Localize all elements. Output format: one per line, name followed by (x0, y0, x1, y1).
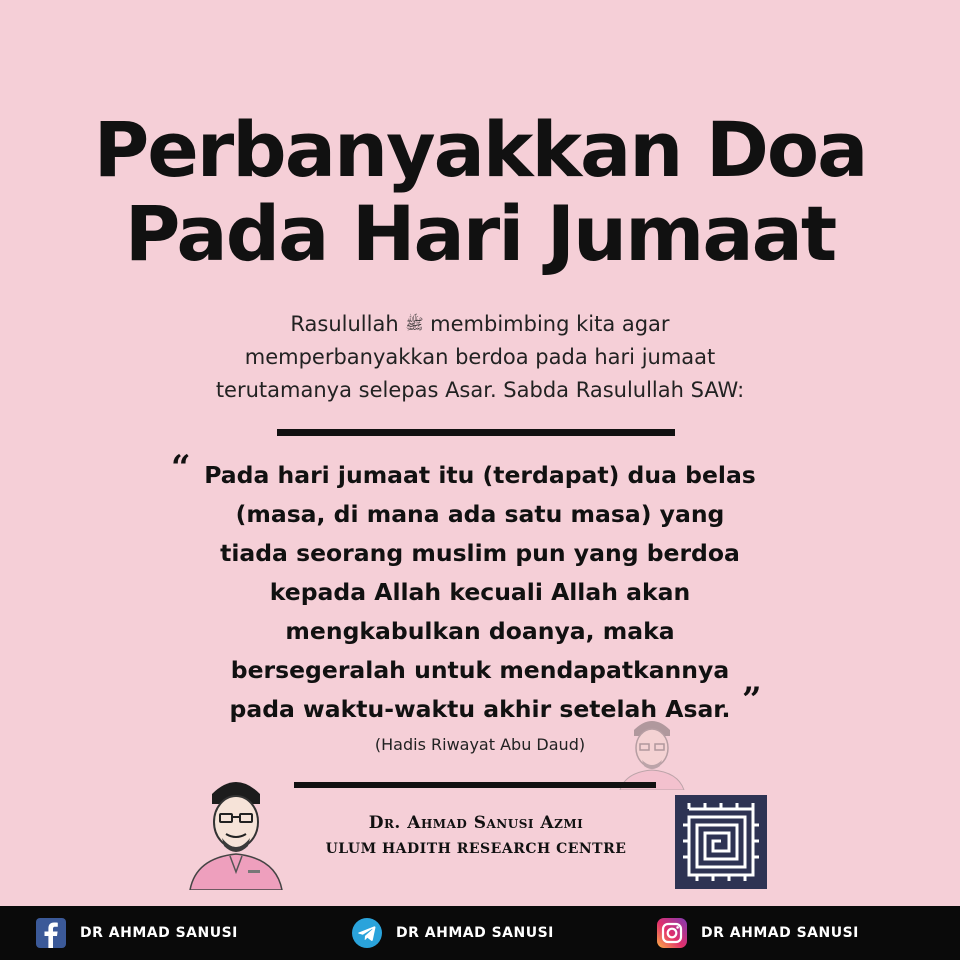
author-block (300, 813, 652, 857)
open-quote-mark: “ (171, 448, 191, 488)
facebook-icon (36, 918, 66, 948)
quote-line: bersegeralah untuk mendapatkannya (230, 656, 730, 684)
intro-line-1-post: membimbing kita agar (430, 312, 670, 336)
telegram-label: DR AHMAD SANUSI (396, 925, 554, 941)
quote-line: tiada seorang muslim pun yang berdoa (220, 539, 740, 567)
quote-line: kepada Allah kecuali Allah akan (269, 578, 691, 606)
research-centre: ULUM HADITH RESEARCH CENTRE (325, 841, 627, 857)
quote-line: (masa, di mana ada satu masa) yang (235, 500, 725, 528)
honorific-glyph: ﷺ (405, 315, 424, 333)
kufic-logo (675, 795, 767, 889)
title-line-1: Perbanyakkan Doa (93, 105, 867, 194)
hadith-quote (190, 456, 770, 729)
intro-text (160, 308, 800, 407)
author-portrait-illustration (186, 772, 286, 890)
intro-line-2: memperbanyakkan berdoa pada hari jumaat (244, 345, 716, 369)
author-name: Dr. Ahmad Sanusi Azmi (368, 813, 584, 833)
facebook-link[interactable] (36, 918, 238, 948)
instagram-label: DR AHMAD SANUSI (701, 925, 859, 941)
intro-line-1-pre: Rasulullah (290, 312, 399, 336)
title-line-2: Pada Hari Jumaat (124, 189, 836, 278)
quote-line: mengkabulkan doanya, maka (285, 617, 675, 645)
divider-top (277, 429, 675, 436)
facebook-label: DR AHMAD SANUSI (80, 925, 238, 941)
social-footer (0, 906, 960, 960)
kufic-logo-pattern (675, 795, 767, 889)
divider-bottom (294, 782, 656, 788)
intro-line-1 (160, 308, 800, 341)
telegram-link[interactable] (352, 918, 554, 948)
page-title (0, 105, 960, 278)
instagram-link[interactable] (657, 918, 859, 948)
instagram-icon (657, 918, 687, 948)
quote-line: pada waktu-waktu akhir setelah Asar. (229, 695, 731, 723)
close-quote-mark: ” (742, 680, 762, 720)
quote-line: Pada hari jumaat itu (terdapat) dua belas (204, 461, 756, 489)
faint-portrait-illustration (612, 706, 692, 790)
intro-line-3: terutamanya selepas Asar. Sabda Rasulullah SAW: (215, 378, 745, 402)
telegram-icon (352, 918, 382, 948)
hadith-source: (Hadis Riwayat Abu Daud) (374, 735, 586, 754)
